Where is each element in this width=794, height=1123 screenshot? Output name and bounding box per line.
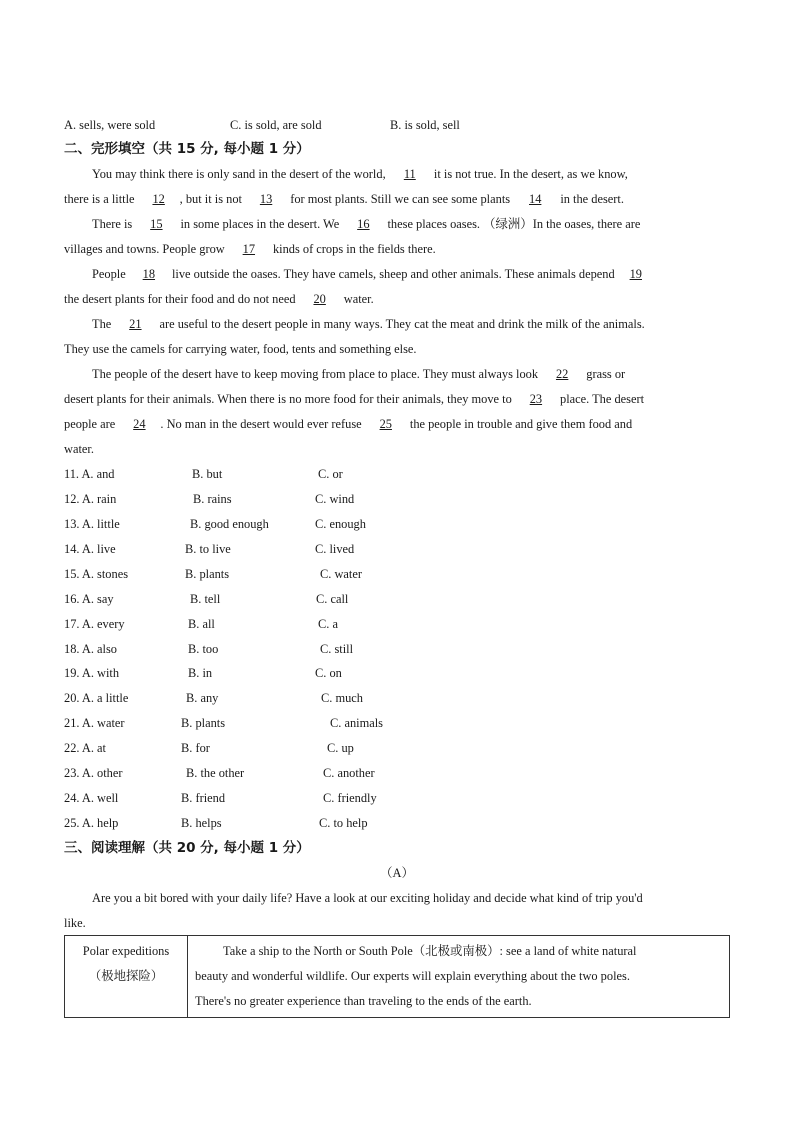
question-19-option-c: C. on	[315, 666, 342, 681]
blank-15: 15	[150, 217, 163, 231]
blank-20: 20	[313, 292, 326, 306]
question-22-option-b: B. for	[181, 741, 210, 756]
reading-intro-line2: like.	[64, 916, 86, 930]
trip-description-cell	[188, 936, 730, 1018]
blank-22: 22	[555, 367, 569, 381]
cloze-p4-line2: They use the camels for carrying water, food, tents and something else.	[64, 342, 417, 356]
trip-desc-line3: There's no greater experience than traveling to the ends of the earth.	[195, 994, 532, 1008]
question-15-option-c: C. water	[320, 566, 362, 581]
cloze-p2-line2: villages and towns. People grow 17 kinds of crops in the fields there.	[64, 242, 436, 256]
question-14-option-b: B. to live	[185, 541, 231, 556]
question-23-option-a: 23. A. other	[64, 766, 123, 781]
question-12-option-a: 12. A. rain	[64, 491, 117, 506]
question-23-option-b: B. the other	[186, 766, 245, 781]
question-24-option-c: C. friendly	[323, 791, 377, 806]
question-13-option-a: 13. A. little	[64, 516, 120, 531]
prev-option-c: C. is sold, are sold	[230, 118, 322, 132]
blank-14: 14	[529, 192, 542, 206]
trip-name-chinese: （极地探险）	[88, 969, 164, 983]
question-25-option-a: 25. A. help	[64, 816, 119, 831]
cloze-p3-line2: the desert plants for their food and do not need 20 water.	[64, 292, 374, 306]
trip-desc-line2: beauty and wonderful wildlife. Our experts will explain everything about the two poles.	[195, 969, 630, 983]
question-24-option-a: 24. A. well	[64, 791, 119, 806]
question-21-option-a: 21. A. water	[64, 716, 125, 731]
question-11-option-c: C. or	[318, 467, 343, 481]
question-14-option-a: 14. A. live	[64, 541, 116, 556]
blank-21: 21	[129, 317, 142, 331]
cloze-p4-line1: The 21 are useful to the desert people in many ways. They cat the meat and drink the milk of the animals.	[92, 317, 645, 331]
cloze-p5-line4: water.	[64, 442, 94, 456]
question-19-option-a: 19. A. with	[64, 666, 120, 681]
question-11-option-a: 11. A. and	[64, 467, 115, 481]
question-20-option-b: B. any	[186, 691, 219, 706]
cloze-p1-line2: there is a little 12 , but it is not 13 for most plants. Still we can see some plants 14 in the desert.	[64, 192, 624, 206]
question-16-option-b: B. tell	[190, 591, 221, 606]
question-16-option-c: C. call	[316, 591, 349, 606]
cloze-p5-line3: people are 24 . No man in the desert would ever refuse 25 the people in trouble and give them food and	[64, 417, 633, 431]
question-12-option-c: C. wind	[315, 491, 355, 506]
prev-option-b: B. is sold, sell	[390, 118, 460, 132]
reading-part-label: （A）	[380, 866, 414, 880]
cloze-p5-line2: desert plants for their animals. When there is no more food for their animals, they move to 23 place. The desert	[64, 392, 645, 406]
question-25-option-b: B. helps	[181, 816, 222, 831]
section-2-heading: 二、完形填空（共 15 分, 每小题 1 分）	[64, 141, 310, 157]
blank-12: 12	[152, 192, 165, 206]
blank-16: 16	[357, 217, 370, 231]
blank-19: 19	[629, 267, 642, 281]
question-13-option-c: C. enough	[315, 516, 366, 531]
trip-table	[64, 935, 730, 1018]
question-20-option-c: C. much	[321, 691, 363, 706]
blank-13: 13	[259, 192, 273, 206]
blank-25: 25	[379, 417, 392, 431]
question-19-option-b: B. in	[188, 666, 213, 681]
blank-18: 18	[142, 267, 156, 281]
question-23-option-c: C. another	[323, 766, 375, 781]
question-13-option-b: B. good enough	[190, 516, 269, 531]
question-17-option-a: 17. A. every	[64, 616, 125, 631]
question-12-option-b: B. rains	[193, 491, 232, 506]
question-18-option-b: B. too	[188, 641, 219, 656]
prev-option-a: A. sells, were sold	[64, 118, 156, 132]
blank-23: 23	[529, 392, 543, 406]
question-17-option-c: C. a	[318, 616, 338, 631]
question-18-option-c: C. still	[320, 641, 354, 656]
question-21-option-b: B. plants	[181, 716, 226, 731]
cloze-p1-line1: You may think there is only sand in the desert of the world, 11 it is not true. In the desert, as we know,	[92, 167, 628, 181]
blank-11: 11	[403, 167, 416, 181]
cloze-p2-line1: There is 15 in some places in the desert. We 16 these places oases. （绿洲）In the oases, there are	[92, 217, 641, 231]
section-3-heading: 三、阅读理解（共 20 分, 每小题 1 分）	[64, 840, 310, 856]
trip-name-cell	[65, 936, 188, 1018]
question-16-option-a: 16. A. say	[64, 591, 114, 606]
question-21-option-c: C. animals	[330, 716, 383, 731]
question-17-option-b: B. all	[188, 616, 215, 631]
question-25-option-c: C. to help	[319, 816, 368, 831]
question-22-option-c: C. up	[327, 741, 354, 756]
table-row	[65, 936, 730, 1018]
blank-24: 24	[133, 417, 146, 431]
question-14-option-c: C. lived	[315, 541, 355, 556]
blank-17: 17	[242, 242, 256, 256]
question-15-option-b: B. plants	[185, 566, 230, 581]
reading-intro-line1: Are you a bit bored with your daily life? Have a look at our exciting holiday and decide what kind of trip you'd	[92, 891, 643, 905]
question-22-option-a: 22. A. at	[64, 741, 106, 756]
question-15-option-a: 15. A. stones	[64, 566, 129, 581]
question-18-option-a: 18. A. also	[64, 641, 118, 656]
question-24-option-b: B. friend	[181, 791, 226, 806]
trip-desc-line1: Take a ship to the North or South Pole（北极或南极）: see a land of white natural	[223, 944, 637, 958]
question-11-option-b: B. but	[192, 467, 223, 481]
cloze-p3-line1: People 18 live outside the oases. They have camels, sheep and other animals. These animals depend 19	[92, 266, 730, 282]
trip-name: Polar expeditions	[82, 944, 170, 958]
question-20-option-a: 20. A. a little	[64, 691, 129, 706]
cloze-p5-line1: The people of the desert have to keep moving from place to place. They must always look 22 grass or	[92, 367, 626, 381]
